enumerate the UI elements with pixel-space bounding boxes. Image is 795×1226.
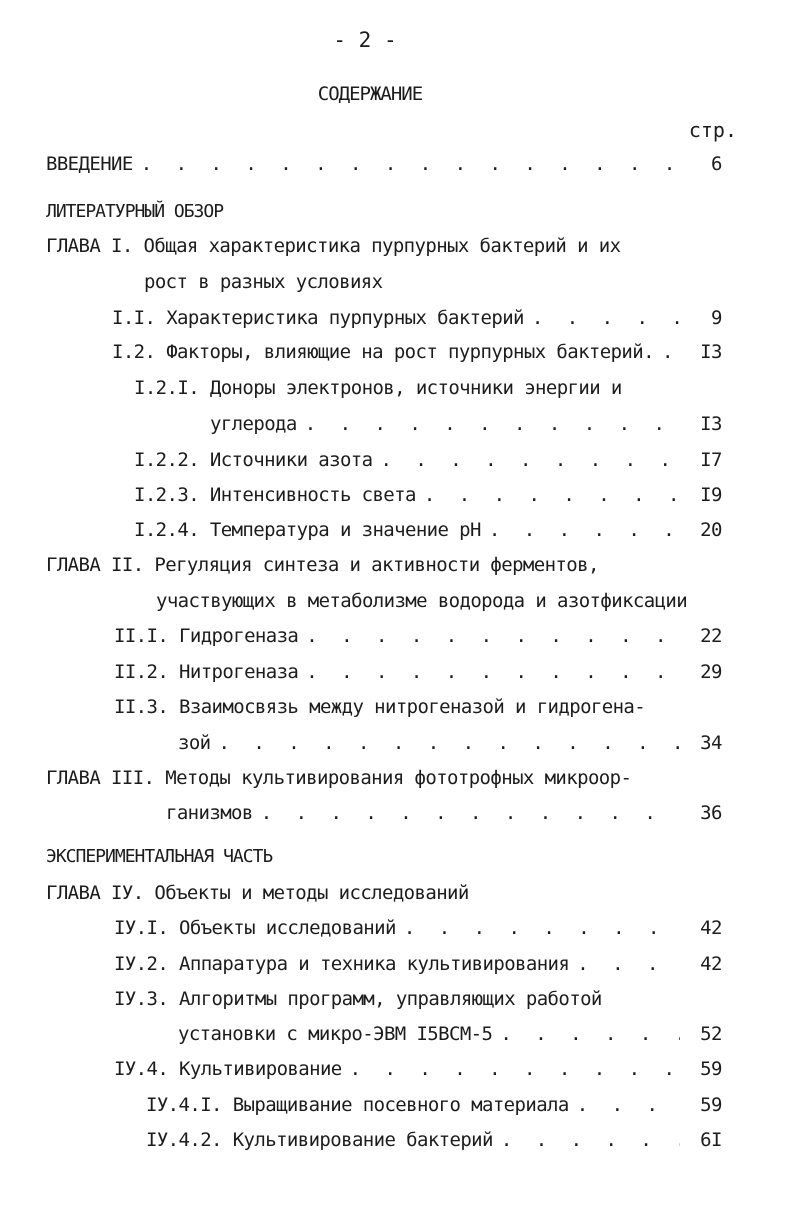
- toc-entry-page: 42: [700, 917, 722, 939]
- page-number: - 2 -: [333, 28, 397, 52]
- page-title: СОДЕРЖАНИЕ: [317, 83, 423, 105]
- toc-entry-2-3-line2: [178, 729, 722, 757]
- toc-entry-2-2: [114, 658, 722, 686]
- toc-entry-text: углерода: [210, 413, 297, 435]
- toc-entry-1-2-2: [134, 446, 722, 474]
- leader-dots: [577, 950, 680, 978]
- toc-entry-page: I3: [700, 413, 722, 435]
- toc-entry-text: IУ.4. Культивирование: [114, 1058, 342, 1080]
- toc-entry-1-1: [112, 304, 722, 332]
- toc-entry-page: 59: [700, 1094, 722, 1116]
- leader-dots: [305, 410, 680, 438]
- toc-entry-page: 6: [711, 153, 722, 175]
- toc-entry-4-3-line1: IУ.3. Алгоритмы программ, управляющих работой: [114, 988, 602, 1010]
- leader-dots: [577, 1091, 680, 1119]
- toc-entry-2-1: [114, 622, 722, 650]
- leader-dots: [500, 1020, 680, 1048]
- toc-entry-page: 59: [700, 1058, 722, 1080]
- leader-dots: [261, 799, 680, 827]
- leader-dots: [532, 304, 680, 332]
- toc-entry-text: зой: [178, 732, 211, 754]
- toc-entry-page: I9: [700, 484, 722, 506]
- toc-chapter-1-line1: ГЛАВА I. Общая характеристика пурпурных бактерий и их: [46, 235, 621, 257]
- toc-entry-4-4-1: [146, 1091, 722, 1119]
- leader-dots: [501, 1126, 680, 1154]
- toc-entry-1-2: [112, 338, 722, 366]
- leader-dots: [350, 1055, 680, 1083]
- toc-chapter-4: ГЛАВА IУ. Объекты и методы исследований: [46, 882, 469, 904]
- section-heading-experimental: ЭКСПЕРИМЕНТАЛЬНАЯ ЧАСТЬ: [46, 846, 273, 867]
- toc-entry-page: 20: [700, 519, 722, 541]
- toc-entry-2-3-line1: II.3. Взаимосвязь между нитрогеназой и гидрогена-: [114, 696, 646, 718]
- leader-dots: [489, 516, 680, 544]
- leader-dots: [141, 150, 680, 178]
- leader-dots: [380, 446, 680, 474]
- toc-entry-text: II.I. Гидрогеназа: [114, 625, 299, 647]
- toc-entry-1-2-1-line1: I.2.I. Доноры электронов, источники энергии и: [134, 377, 622, 399]
- toc-entry-1-2-4: [134, 516, 722, 544]
- toc-entry-text: I.2. Факторы, влияющие на рост пурпурных бактерий.: [112, 341, 654, 363]
- toc-entry-text: IУ.4.I. Выращивание посевного материала: [146, 1094, 569, 1116]
- toc-entry-text: I.2.4. Температура и значение рН: [134, 519, 481, 541]
- toc-entry-page: 6I: [700, 1129, 722, 1151]
- toc-entry-text: I.I. Характеристика пурпурных бактерий: [112, 307, 524, 329]
- toc-entry-page: 29: [700, 661, 722, 683]
- toc-entry-4-4: [114, 1055, 722, 1083]
- toc-entry-text: установки с микро-ЭВМ I5ВСМ-5: [178, 1023, 493, 1045]
- toc-entry-page: 22: [700, 625, 722, 647]
- toc-entry-page: 9: [711, 307, 722, 329]
- toc-entry-page: 36: [700, 802, 722, 824]
- leader-dots: [424, 481, 680, 509]
- toc-entry-text: II.2. Нитрогеназа: [114, 661, 299, 683]
- toc-entry-text: IУ.4.2. Культивирование бактерий: [146, 1129, 493, 1151]
- toc-chapter-3-line2: [166, 799, 722, 827]
- toc-entry-text: IУ.I. Объекты исследований: [114, 917, 396, 939]
- toc-entry-4-3-line2: [178, 1020, 722, 1048]
- toc-entry-1-2-1-line2: [210, 410, 722, 438]
- toc-chapter-2-line1: ГЛАВА II. Регуляция синтеза и активности ферментов,: [46, 554, 599, 576]
- toc-entry-page: 34: [700, 732, 722, 754]
- toc-entry-4-2: [114, 950, 722, 978]
- toc-entry-4-4-2: [146, 1126, 722, 1154]
- leader-dots: [662, 338, 680, 366]
- toc-entry-page: I7: [700, 449, 722, 471]
- leader-dots: [219, 729, 680, 757]
- toc-entry-text: ганизмов: [166, 802, 253, 824]
- toc-chapter-1-line2: рост в разных условиях: [144, 271, 383, 293]
- toc-chapter-2-line2: участвующих в метаболизме водорода и азотфиксации: [156, 590, 688, 612]
- leader-dots: [306, 658, 680, 686]
- toc-entry-intro: [46, 150, 722, 178]
- toc-entry-page: I3: [700, 341, 722, 363]
- toc-entry-text: I.2.2. Источники азота: [134, 449, 373, 471]
- toc-entry-1-2-3: [134, 481, 722, 509]
- leader-dots: [404, 914, 680, 942]
- toc-chapter-3-line1: ГЛАВА III. Методы культивирования фототрофных микроор-: [46, 767, 632, 789]
- toc-entry-4-1: [114, 914, 722, 942]
- leader-dots: [306, 622, 680, 650]
- toc-entry-page: 52: [700, 1023, 722, 1045]
- page-column-label: стр.: [688, 118, 737, 142]
- toc-entry-text: I.2.3. Интенсивность света: [134, 484, 416, 506]
- section-heading-literature: ЛИТЕРАТУРНЫЙ ОБЗОР: [46, 201, 224, 222]
- toc-entry-text: IУ.2. Аппаратура и техника культивирования: [114, 953, 570, 975]
- toc-entry-text: ВВЕДЕНИЕ: [46, 153, 133, 175]
- toc-entry-page: 42: [700, 953, 722, 975]
